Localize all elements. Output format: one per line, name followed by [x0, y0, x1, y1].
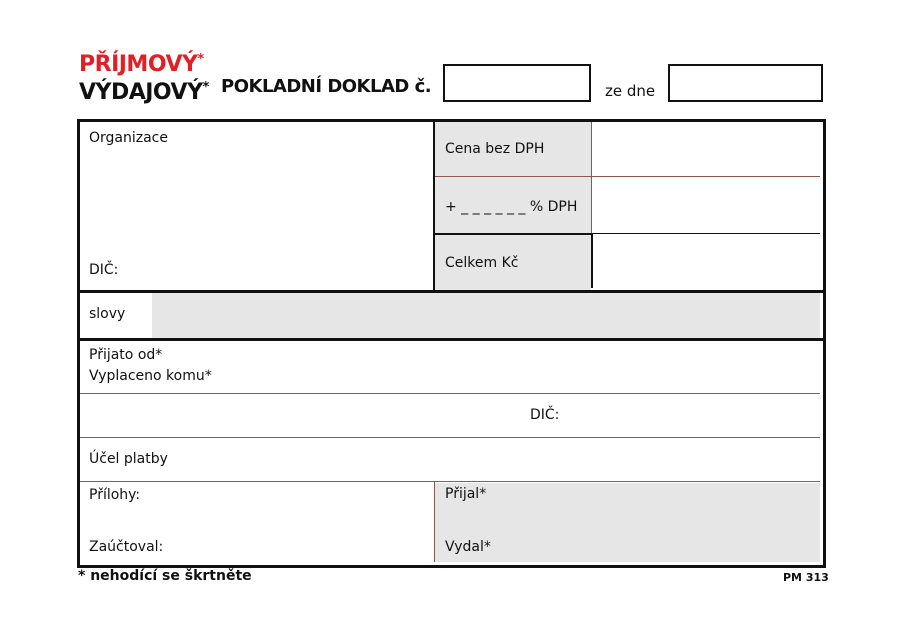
- title-prijmovy-text: PŘÍJMOVÝ: [79, 52, 198, 77]
- label-dic-2: DIČ:: [530, 407, 560, 423]
- label-cena-bez-dph: Cena bez DPH: [445, 141, 545, 157]
- ze-dne-label: ze dne: [605, 82, 656, 100]
- organizace-field[interactable]: [80, 122, 432, 290]
- dph-field[interactable]: [593, 177, 820, 233]
- label-slovy: slovy: [89, 306, 126, 322]
- divider-row-ucel: [80, 481, 820, 482]
- title-prijmovy: [79, 52, 204, 77]
- label-prilohy: Přílohy:: [89, 487, 141, 503]
- cena-bez-dph-field[interactable]: [593, 122, 820, 176]
- label-dic: DIČ:: [89, 262, 119, 278]
- title-vydajovy-text: VÝDAJOVÝ: [79, 80, 203, 105]
- signature-shade: [435, 483, 820, 562]
- divider-row-slovy-bottom: [77, 338, 823, 341]
- label-zauctoval: Zaúčtoval:: [89, 539, 164, 555]
- form-code: PM 313: [783, 571, 829, 584]
- divider-row-slovy-top: [77, 290, 823, 293]
- title-prijmovy-asterisk: *: [197, 52, 204, 67]
- label-ucel-platby: Účel platby: [89, 451, 168, 467]
- footer-note: * nehodící se škrtněte: [78, 568, 252, 584]
- label-celkem: Celkem Kč: [445, 255, 519, 271]
- label-prijal: Přijal*: [445, 486, 487, 502]
- label-organizace: Organizace: [89, 130, 168, 146]
- doklad-number-field[interactable]: [443, 64, 591, 102]
- title-vydajovy-asterisk: *: [202, 80, 209, 95]
- divider-row-dic: [80, 437, 820, 438]
- title-vydajovy: [79, 80, 209, 105]
- label-vyplaceno-komu: Vyplaceno komu*: [89, 368, 212, 384]
- celkem-field[interactable]: [591, 234, 820, 288]
- label-dph: + _ _ _ _ _ _ % DPH: [445, 199, 578, 215]
- divider-vertical-bottom: [434, 482, 435, 562]
- label-prijato-od: Přijato od*: [89, 347, 163, 363]
- date-field[interactable]: [668, 64, 823, 102]
- label-vydal: Vydal*: [445, 539, 491, 555]
- divider-vertical-top: [433, 122, 435, 290]
- slovy-field[interactable]: [152, 293, 820, 339]
- divider-price-inner: [591, 122, 592, 234]
- doklad-label: POKLADNÍ DOKLAD č.: [221, 76, 432, 97]
- divider-row-prijato: [80, 393, 820, 394]
